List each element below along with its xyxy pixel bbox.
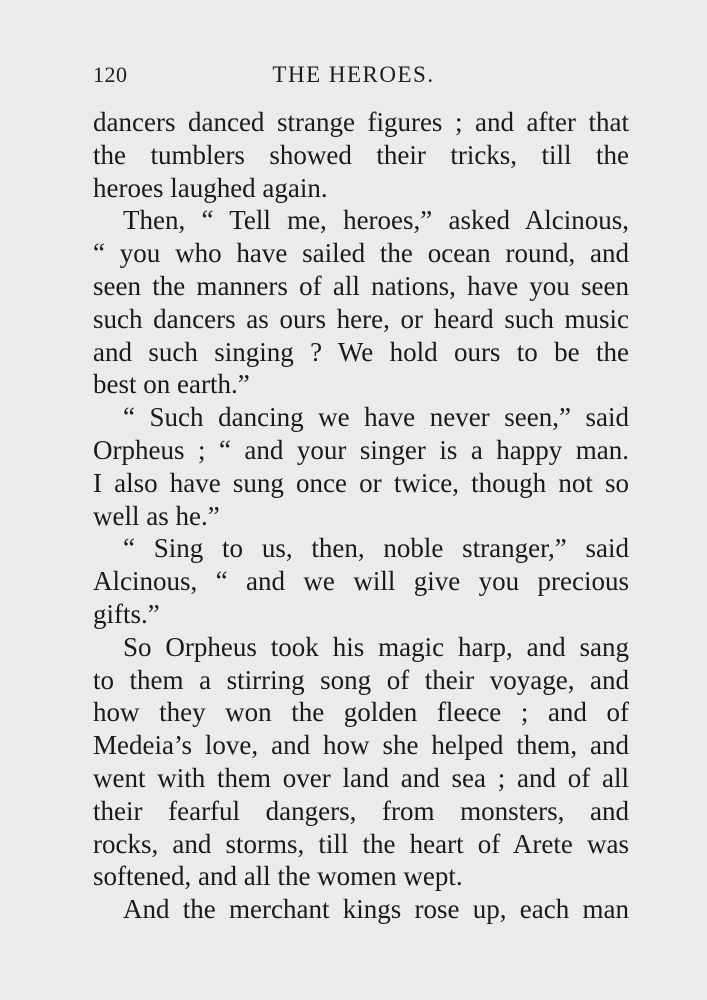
text-line: dancers danced strange figures ; and after that	[93, 107, 629, 137]
text-line: “ Such dancing we have never seen,” said	[123, 402, 629, 433]
text-line: Alcinous, “ and we will give you precious	[93, 566, 629, 597]
text-line: heroes laughed again.	[93, 172, 328, 203]
page-header	[0, 62, 707, 92]
text-line: I also have sung once or twice, though not so	[93, 467, 629, 498]
text-line: Orpheus ; “ and your singer is a happy man.	[93, 434, 629, 465]
text-line: well as he.”	[93, 500, 220, 531]
text-line: and such singing ? We hold ours to be the	[93, 336, 629, 367]
text-line: seen the manners of all nations, have you seen	[93, 270, 629, 301]
text-line: their fearful dangers, from monsters, and	[93, 795, 629, 826]
text-line: to them a stirring song of their voyage, and	[93, 664, 629, 695]
text-line: how they won the golden fleece ; and of	[93, 697, 629, 728]
text-line: So Orpheus took his magic harp, and sang	[123, 631, 629, 662]
text-line: And the merchant kings rose up, each man	[123, 894, 629, 925]
running-title: THE HEROES.	[272, 62, 435, 87]
text-line: best on earth.”	[93, 369, 250, 400]
text-line: rocks, and storms, till the heart of Arete was	[93, 828, 629, 859]
text-line: softened, and all the women wept.	[93, 861, 463, 892]
text-line: Then, “ Tell me, heroes,” asked Alcinous,	[123, 205, 629, 236]
text-line: gifts.”	[93, 598, 160, 629]
text-line: went with them over land and sea ; and of all	[93, 762, 629, 793]
body-text	[93, 106, 629, 926]
text-line: such dancers as ours here, or heard such music	[93, 303, 629, 334]
text-line: the tumblers showed their tricks, till the	[93, 139, 629, 170]
page-number: 120	[93, 62, 128, 87]
text-line: “ Sing to us, then, noble stranger,” said	[123, 533, 629, 564]
text-line: “ you who have sailed the ocean round, and	[93, 238, 629, 269]
text-line: Medeia’s love, and how she helped them, and	[93, 730, 629, 761]
